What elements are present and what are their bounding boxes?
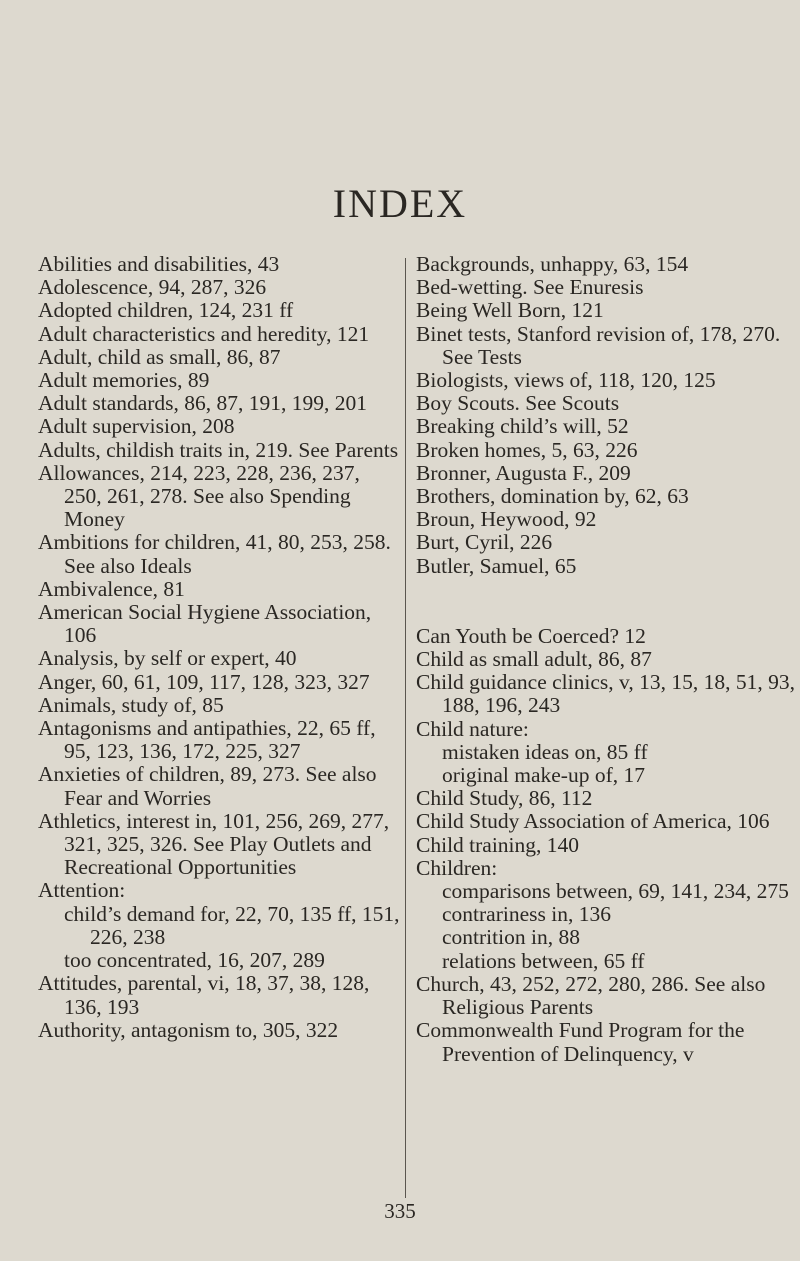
index-entry: Binet tests, Stanford revision of, 178, 270. See Tests bbox=[416, 321, 786, 369]
index-entry: Antagonisms and antipathies, 22, 65 ff, 95, 123, 136, 172, 225, 327 bbox=[38, 716, 381, 764]
index-entry: Animals, study of, 85 bbox=[38, 692, 224, 717]
page-title: INDEX bbox=[332, 181, 468, 226]
index-entry: Butler, Samuel, 65 bbox=[416, 553, 577, 578]
index-entry: Anger, 60, 61, 109, 117, 128, 323, 327 bbox=[38, 669, 370, 694]
index-entry: Being Well Born, 121 bbox=[416, 298, 604, 323]
index-entry: Boy Scouts. See Scouts bbox=[416, 391, 620, 416]
index-entry: Church, 43, 252, 272, 280, 286. See also Religious Parents bbox=[416, 971, 771, 1020]
index-subentry: too concentrated, 16, 207, 289 bbox=[64, 948, 325, 973]
index-entry: Adolescence, 94, 287, 326 bbox=[38, 275, 267, 300]
index-subentry: contrariness in, 136 bbox=[442, 902, 611, 927]
index-subentry: child’s demand for, 22, 70, 135 ff, 151, 226, 238 bbox=[64, 901, 405, 949]
index-entry: Attitudes, parental, vi, 18, 37, 38, 128, 136, 193 bbox=[38, 971, 375, 1019]
index-entry: Child nature: bbox=[416, 716, 529, 741]
index-entry: Backgrounds, unhappy, 63, 154 bbox=[416, 252, 689, 276]
index-entry: Anxieties of children, 89, 273. See also Fear and Worries bbox=[38, 762, 382, 810]
index-entry: American Social Hygiene Association, 106 bbox=[38, 600, 377, 648]
index-entry: Child guidance clinics, v, 13, 15, 18, 51, 93, 188, 196, 243 bbox=[416, 670, 800, 718]
index-entry: Adult characteristics and heredity, 121 bbox=[38, 321, 370, 346]
index-entry: Adult supervision, 208 bbox=[38, 414, 235, 439]
column-divider bbox=[405, 258, 406, 1198]
index-column-left bbox=[38, 252, 405, 1042]
index-entry: Adult standards, 86, 87, 191, 199, 201 bbox=[38, 391, 368, 416]
index-entry: Adult memories, 89 bbox=[38, 368, 210, 393]
index-subentry: comparisons between, 69, 141, 234, 275 bbox=[442, 879, 789, 904]
index-entry: Attention: bbox=[38, 878, 126, 903]
index-entry: Adults, childish traits in, 219. See Parents bbox=[38, 437, 399, 462]
index-entry: Authority, antagonism to, 305, 322 bbox=[38, 1017, 339, 1042]
index-entry: Bronner, Augusta F., 209 bbox=[416, 460, 631, 485]
index-entry: Ambivalence, 81 bbox=[38, 576, 185, 601]
index-entry: Ambitions for children, 41, 80, 253, 258. See also Ideals bbox=[38, 530, 397, 578]
index-entry: Child Study Association of America, 106 bbox=[416, 809, 770, 834]
index-subentry: relations between, 65 ff bbox=[442, 948, 645, 973]
index-entry: Can Youth be Coerced? 12 bbox=[416, 623, 646, 648]
index-entry: Commonwealth Fund Program for the Prevention of Delinquency, v bbox=[416, 1018, 750, 1066]
index-entry: Abilities and disabilities, 43 bbox=[38, 252, 280, 276]
index-entry: Athletics, interest in, 101, 256, 269, 277, 321, 325, 326. See Play Outlets and Recreational Opportunities bbox=[38, 808, 395, 880]
index-column-right bbox=[416, 252, 800, 1066]
index-entry: Allowances, 214, 223, 228, 236, 237, 250, 261, 278. See also Spending Money bbox=[38, 460, 366, 532]
index-entry: Analysis, by self or expert, 40 bbox=[38, 646, 297, 671]
index-entry: Breaking child’s will, 52 bbox=[416, 414, 629, 439]
index-entry: Adopted children, 124, 231 ff bbox=[38, 298, 294, 323]
index-entry: Bed-wetting. See Enuresis bbox=[416, 275, 644, 300]
page-number: 335 bbox=[384, 1199, 416, 1223]
index-subentry: mistaken ideas on, 85 ff bbox=[442, 739, 648, 764]
index-entry: Child as small adult, 86, 87 bbox=[416, 647, 652, 672]
index-subentry: contrition in, 88 bbox=[442, 925, 580, 950]
index-entry: Broken homes, 5, 63, 226 bbox=[416, 437, 638, 462]
index-entry: Biologists, views of, 118, 120, 125 bbox=[416, 368, 716, 393]
index-subentry: original make-up of, 17 bbox=[442, 763, 646, 788]
index-entry: Children: bbox=[416, 855, 498, 880]
index-entry: Child training, 140 bbox=[416, 832, 580, 857]
index-entry: Burt, Cyril, 226 bbox=[416, 530, 553, 555]
index-entry: Adult, child as small, 86, 87 bbox=[38, 344, 281, 369]
index-entry: Broun, Heywood, 92 bbox=[416, 507, 597, 532]
index-entry: Child Study, 86, 112 bbox=[416, 786, 593, 811]
index-entry: Brothers, domination by, 62, 63 bbox=[416, 484, 689, 509]
